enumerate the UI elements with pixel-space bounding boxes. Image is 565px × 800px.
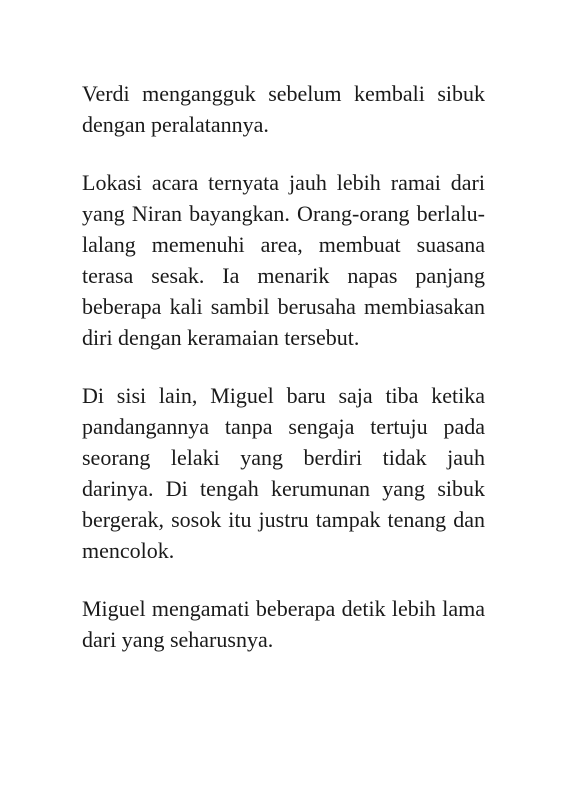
paragraph: Verdi mengangguk sebelum kembali sibuk dengan peralatannya. [82, 81, 485, 137]
paragraph: Lokasi acara ternyata jauh lebih ramai dari yang Niran bayangkan. Orang-orang berlalu-lalang memenuhi area, membuat suasana terasa sesak. Ia menarik napas panjang beberapa kali sambil berusaha membiasakan diri dengan keramaian tersebut. [82, 170, 485, 350]
paragraph: Miguel mengamati beberapa detik lebih lama dari yang seharusnya. [82, 596, 485, 652]
paragraph: Di sisi lain, Miguel baru saja tiba ketika pandangannya tanpa sengaja tertuju pada seorang lelaki yang berdiri tidak jauh darinya. Di tengah kerumunan yang sibuk bergerak, sosok itu justru tampak tenang dan mencolok. [82, 383, 485, 563]
document-page [82, 78, 485, 655]
